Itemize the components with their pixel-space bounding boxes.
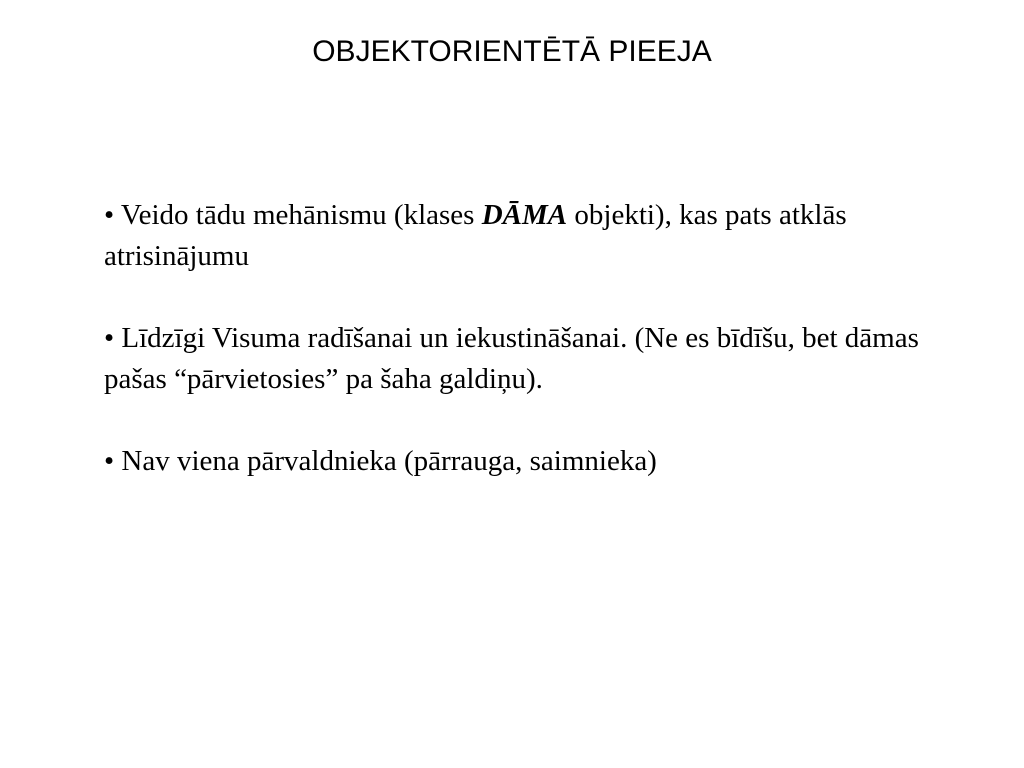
bullet-list: [104, 195, 944, 523]
bullet-marker: •: [104, 445, 115, 477]
bullet-item-2: [104, 318, 944, 400]
bullet-text-before: Veido tādu mehānismu (klases: [120, 199, 482, 231]
bullet-text-after: objekti), kas pats atklās atrisinājumu: [104, 199, 847, 272]
class-name-emphasis: DĀMA: [481, 199, 568, 231]
bullet-marker: •: [104, 322, 115, 354]
slide-title: OBJEKTORIENTĒTĀ PIEEJA: [312, 35, 712, 68]
bullet-text: Nav viena pārvaldnieka (pārrauga, saimnieka): [121, 445, 657, 477]
bullet-item-3: [104, 441, 944, 482]
bullet-item-1: [104, 195, 944, 277]
bullet-text: Līdzīgi Visuma radīšanai un iekustināšanai. (Ne es bīdīšu, bet dāmas pašas “pārvietosies” pa šaha galdiņu).: [104, 322, 919, 395]
bullet-marker: •: [104, 199, 115, 231]
